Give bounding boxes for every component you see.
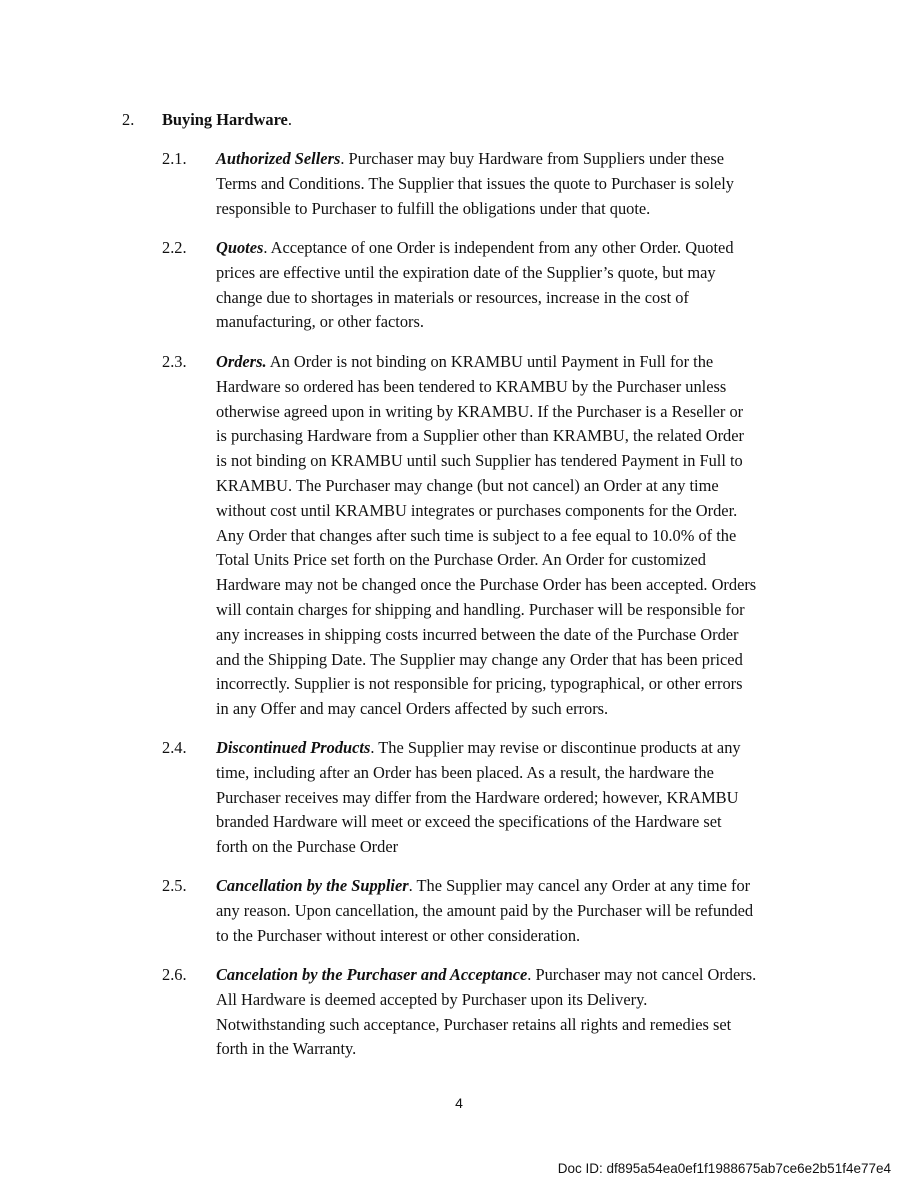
page-number: 4: [455, 1095, 463, 1111]
clause-line: forth in the Warranty.: [216, 1039, 357, 1059]
clause-line: Purchaser receives may differ from the Hardware ordered; however, KRAMBU: [216, 787, 739, 807]
clause-line: any increases in shipping costs incurred between the date of the Purchase Order: [216, 624, 739, 644]
clause-body: [216, 350, 822, 722]
clause-line: [216, 236, 822, 261]
clause-line: in any Offer and may cancel Orders affected by such errors.: [216, 699, 609, 719]
clause-line: [216, 147, 822, 172]
clause-text: . Acceptance of one Order is independent from any other Order. Quoted: [263, 238, 734, 257]
clause-body: [216, 736, 822, 860]
clause-line: Any Order that changes after such time is subject to a fee equal to 10.0% of the: [216, 525, 737, 545]
clause-line: forth on the Purchase Order: [216, 837, 399, 857]
clause-number: 2.2.: [162, 238, 187, 257]
clause-title: Cancellation by the Supplier: [216, 876, 409, 895]
clause-line: Notwithstanding such acceptance, Purchaser retains all rights and remedies set: [216, 1014, 732, 1034]
clause-number: 2.6.: [162, 965, 187, 984]
clause-line: prices are effective until the expiration date of the Supplier’s quote, but may: [216, 262, 716, 282]
clause-line: and the Shipping Date. The Supplier may change any Order that has been priced: [216, 649, 743, 669]
clause-body: [216, 147, 822, 221]
clause-text: . The Supplier may revise or discontinue products at any: [370, 738, 741, 757]
clause-line: is purchasing Hardware from a Supplier other than KRAMBU, the related Order: [216, 426, 744, 446]
clause-number: 2.5.: [162, 876, 187, 895]
section-number: 2.: [122, 110, 135, 129]
clause-line: any reason. Upon cancellation, the amount paid by the Purchaser will be refunded: [216, 900, 754, 920]
clause-title: Cancelation by the Purchaser and Acceptance: [216, 965, 528, 984]
clause-line: Total Units Price set forth on the Purchase Order. An Order for customized: [216, 550, 706, 570]
clause-number: 2.4.: [162, 738, 187, 757]
clause-text: . The Supplier may cancel any Order at any time for: [408, 876, 751, 895]
clause-line: will contain charges for shipping and handling. Purchaser will be responsible for: [216, 599, 745, 619]
clause-line: is not binding on KRAMBU until such Supplier has tendered Payment in Full to: [216, 451, 743, 471]
clause-line: All Hardware is deemed accepted by Purchaser upon its Delivery.: [216, 989, 648, 1009]
clause-text: . Purchaser may buy Hardware from Suppliers under these: [340, 149, 725, 168]
clause-line: Terms and Conditions. The Supplier that issues the quote to Purchaser is solely: [216, 173, 734, 193]
clause-title: Quotes: [216, 238, 264, 257]
section-title-suffix: .: [287, 110, 292, 129]
clause-body: [216, 963, 822, 1062]
clause-title: Orders.: [216, 352, 267, 371]
clause-line: change due to shortages in materials or resources, increase in the cost of: [216, 287, 689, 307]
clause-line: KRAMBU. The Purchaser may change (but not cancel) an Order at any time: [216, 475, 719, 495]
clause-line: manufacturing, or other factors.: [216, 312, 424, 332]
clause-line: [216, 350, 822, 375]
clause-text: An Order is not binding on KRAMBU until Payment in Full for the: [266, 352, 714, 371]
clause-line: without cost until KRAMBU integrates or purchases components for the Order.: [216, 500, 738, 520]
section-heading: [122, 108, 292, 132]
clause-line: [216, 736, 822, 761]
clause-line: time, including after an Order has been placed. As a result, the hardware the: [216, 762, 714, 782]
clause-title: Authorized Sellers: [216, 149, 341, 168]
clause-line: incorrectly. Supplier is not responsible for pricing, typographical, or other errors: [216, 674, 743, 694]
clause-line: Hardware so ordered has been tendered to KRAMBU by the Purchaser unless: [216, 376, 727, 396]
clause-line: to the Purchaser without interest or other consideration.: [216, 925, 581, 945]
clause-line: [216, 874, 822, 899]
section-title: Buying Hardware: [162, 110, 288, 129]
clause-title: Discontinued Products: [216, 738, 371, 757]
clause-line: Hardware may not be changed once the Purchase Order has been accepted. Orders: [216, 575, 757, 595]
clause-line: [216, 963, 822, 988]
clause-line: branded Hardware will meet or exceed the specifications of the Hardware set: [216, 812, 722, 832]
clause-number: 2.3.: [162, 352, 187, 371]
clause-line: otherwise agreed upon in writing by KRAMBU. If the Purchaser is a Reseller or: [216, 401, 744, 421]
clause-text: . Purchaser may not cancel Orders.: [527, 965, 757, 984]
clause-number: 2.1.: [162, 149, 187, 168]
clause-body: [216, 236, 822, 335]
clause-line: responsible to Purchaser to fulfill the obligations under that quote.: [216, 198, 651, 218]
clause-body: [216, 874, 822, 948]
doc-id: Doc ID: df895a54ea0ef1f1988675ab7ce6e2b51f4e77e4: [557, 1161, 891, 1176]
